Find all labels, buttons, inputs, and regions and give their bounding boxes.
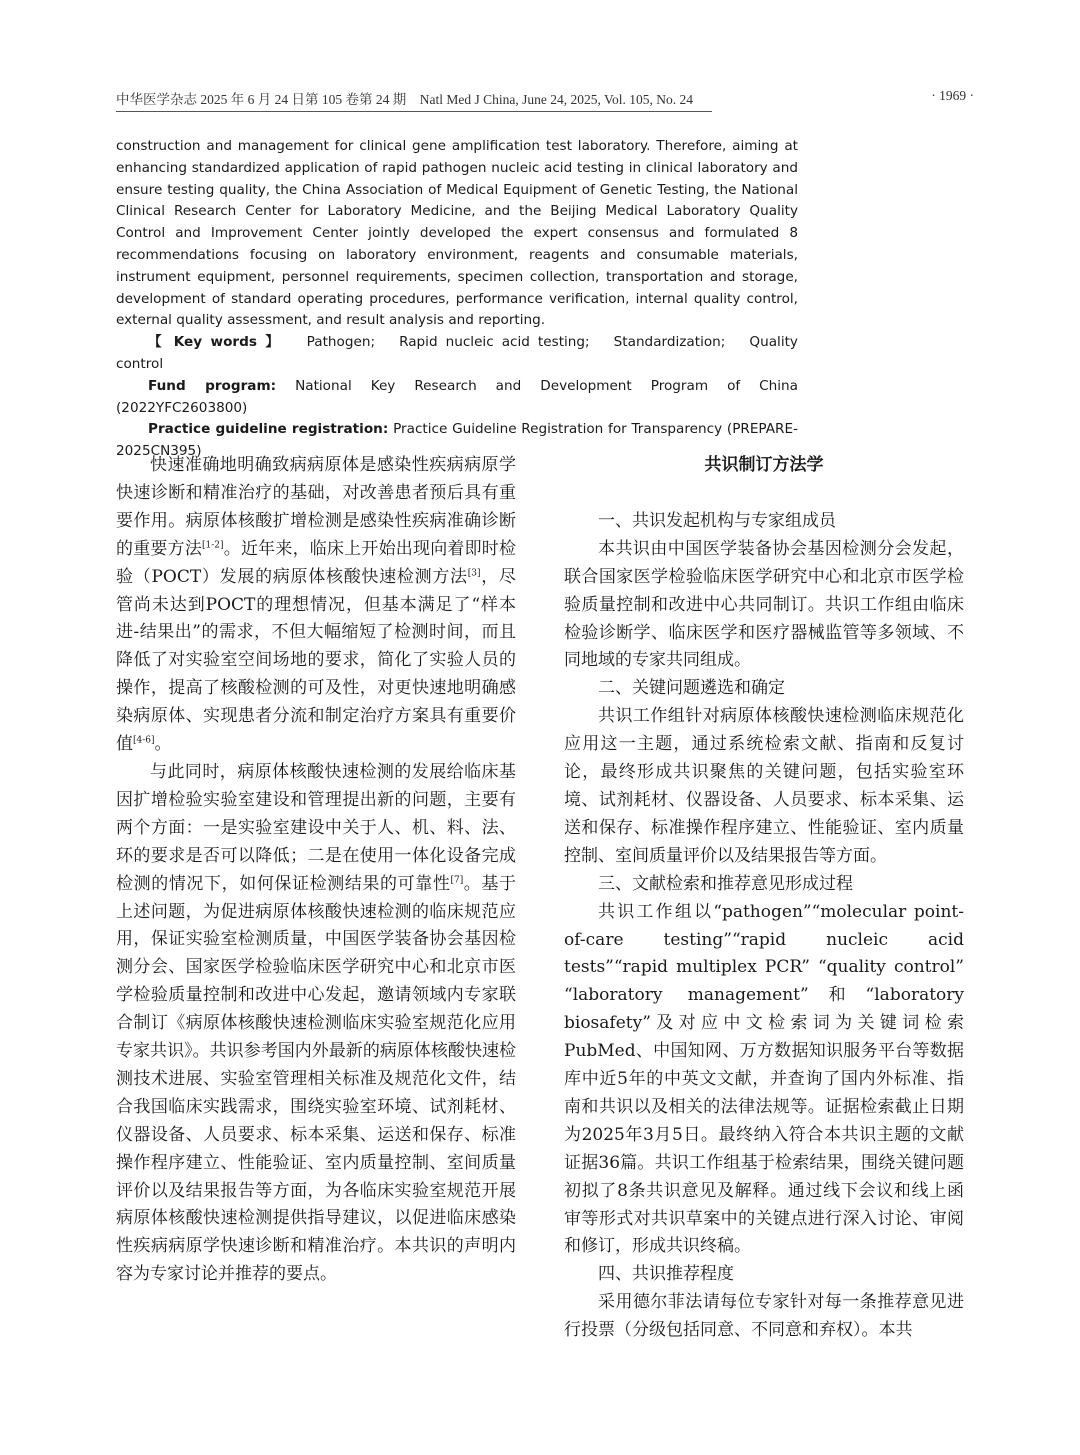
fund-program-label: Fund program: xyxy=(148,377,277,394)
keyword: Pathogen; xyxy=(306,334,376,351)
subheading: 一、共识发起机构与专家组成员 xyxy=(598,510,836,531)
keyword: Quality control xyxy=(116,334,798,372)
body-paragraph: 共识工作组以“pathogen”“molecular point-of-care testing”“rapid nucleic acid tests”“rapid multiplex PCR” “quality control” “laboratory management”和“laboratory biosafety”及对应中文检索词为关键词检索PubMed、中国知网、万方数据知识服务平台等数据库中近5年的中英文文献，并查询了国内外标准、指南和共识以及相关的法律法规等。证据检索截止日期为2025年3月5日。最终纳入符合本共识主题的文献证据36篇。共识工作组基于检索结果，围绕关键问题初拟了8条共识意见及解释。通过线下会议和线上函审等形式对共识草案中的关键点进行深入讨论、审阅和修订，形成共识终稿。 xyxy=(564,901,964,1257)
subheading: 四、共识推荐程度 xyxy=(598,1264,734,1285)
journal-citation: 中华医学杂志 2025 年 6 月 24 日第 105 卷第 24 期 Natl Med J China, June 24, 2025, Vol. 105, No. 24 xyxy=(116,88,712,112)
running-header xyxy=(116,88,974,108)
citation-ref: [7] xyxy=(450,874,464,885)
subheading: 三、文献检索和推荐意见形成过程 xyxy=(598,873,853,894)
registration-text: Practice Guideline Registration for Transparency (PREPARE-2025CN395) xyxy=(116,421,798,460)
fund-program-line xyxy=(116,376,798,420)
text-run: 与此同时，病原体核酸快速检测的发展给临床基因扩增检验实验室建设和管理提出新的问题，主要有两个方面：一是实验室建设中关于人、机、料、法、环的要求是否可以降低；二是在使用一体化设备完成检测的情况下，如何保证检测结果的可靠性 xyxy=(116,761,516,894)
left-column xyxy=(116,452,516,1289)
page-number: · 1969 · xyxy=(931,88,974,103)
keywords-line xyxy=(116,332,798,376)
text-run: 。 xyxy=(154,734,172,755)
abstract-body: construction and management for clinical gene amplification test laboratory. Therefore, aiming at enhancing standardized application of rapid pathogen nucleic acid testing in clinical laboratory and ensure testing quality, the China Association of Medical Equipment of Genetic Testing, the National Clinical Research Center for Laboratory Medicine, and the Beijing Medical Laboratory Quality Control and Improvement Center jointly developed the expert consensus and formulated 8 recommendations focusing on laboratory environment, reagents and consumable materials, instrument equipment, personnel requirements, specimen collection, transportation and storage, development of standard operating procedures, performance verification, internal quality control, external quality assessment, and result analysis and reporting. xyxy=(116,138,798,329)
english-abstract xyxy=(116,136,798,463)
keyword: Rapid nucleic acid testing; xyxy=(399,334,590,351)
keywords-label: 【 Key words 】 xyxy=(148,334,283,351)
intro-paragraph-2 xyxy=(116,759,516,1289)
body-paragraph: 共识工作组针对病原体核酸快速检测临床规范化应用这一主题，通过系统检索文献、指南和反复讨论，最终形成共识聚焦的关键问题，包括实验室环境、试剂耗材、仪器设备、人员要求、标本采集、运送和保存、标准操作程序建立、性能验证、室内质量控制、室间质量评价以及结果报告等方面。 xyxy=(564,706,964,866)
body-paragraph: 采用德尔菲法请每位专家针对每一条推荐意见进行投票（分级包括同意、不同意和弃权）。本共 xyxy=(564,1292,964,1341)
section-title: 共识制订方法学 xyxy=(704,455,824,475)
right-column xyxy=(564,452,964,1345)
intro-paragraph-1 xyxy=(116,452,516,759)
subheading: 二、关键问题遴选和确定 xyxy=(598,678,785,699)
citation-ref: [4-6] xyxy=(133,735,155,746)
citation-ref: [3] xyxy=(467,567,481,578)
body-paragraph: 本共识由中国医学装备协会基因检测分会发起，联合国家医学检验临床医学研究中心和北京市医学检验质量控制和改进中心共同制订。共识工作组由临床检验诊断学、临床医学和医疗器械监管等多领域、不同地域的专家共同组成。 xyxy=(564,538,964,671)
fund-program-text: National Key Research and Development Program of China (2022YFC2603800) xyxy=(116,377,798,416)
text-run: 。基于上述问题，为促进病原体核酸快速检测的临床规范应用，保证实验室检测质量，中国医学装备协会基因检测分会、国家医学检验临床医学研究中心和北京市医学检验质量控制和改进中心发起，邀请领域内专家联合制订《病原体核酸快速检测临床实验室规范化应用专家共识》。共识参考国内外最新的病原体核酸快速检测技术进展、实验室管理相关标准及规范化文件，结合我国临床实践需求，围绕实验室环境、试剂耗材、仪器设备、人员要求、标本采集、运送和保存、标准操作程序建立、性能验证、室内质量控制、室间质量评价以及结果报告等方面，为各临床实验室规范开展病原体核酸快速检测提供指导建议，以促进临床感染性疾病病原学快速诊断和精准治疗。本共识的声明内容为专家讨论并推荐的要点。 xyxy=(116,873,517,1285)
keyword: Standardization; xyxy=(613,334,726,351)
text-run: ，尽管尚未达到POCT的理想情况，但基本满足了“样本进-结果出”的需求，不但大幅缩短了检测时间，而且降低了对实验室空间场地的要求，简化了实验人员的操作，提高了核酸检测的可及性，对更快速地明确感染病原体、实现患者分流和制定治疗方案具有重要价值 xyxy=(116,566,516,755)
text-run: 快速准确地明确致病病原体是感染性疾病病原学快速诊断和精准治疗的基础，对改善患者预后具有重要作用。病原体核酸扩增检测是感染性疾病准确诊断的重要方法 xyxy=(116,455,516,559)
registration-label: Practice guideline registration: xyxy=(148,421,389,438)
text-run: 。近年来，临床上开始出现向着即时检验（POCT）发展的病原体核酸快速检测方法 xyxy=(116,538,517,587)
citation-ref: [1-2] xyxy=(202,540,224,551)
